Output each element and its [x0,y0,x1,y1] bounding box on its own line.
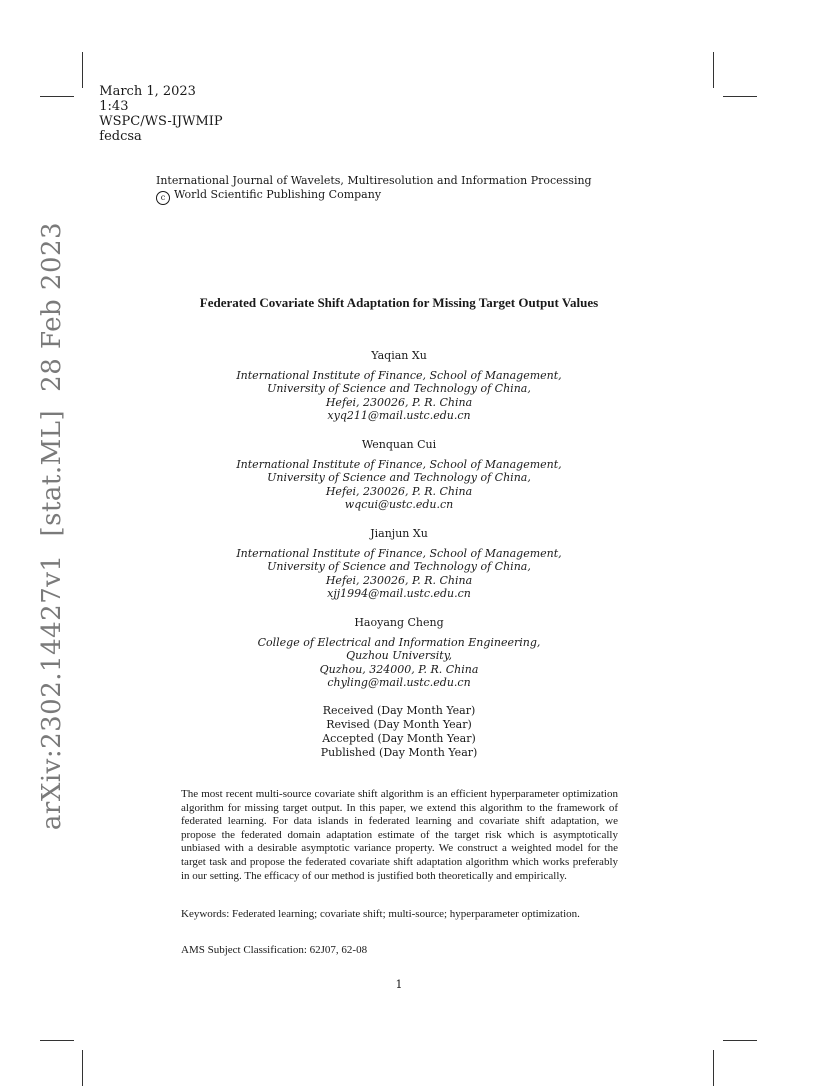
author-affiliation-line: Hefei, 230026, P. R. China [325,395,473,409]
author-name: Yaqian Xu [371,349,427,362]
publication-dates [0,704,798,760]
author-name: Jianjun Xu [370,527,428,540]
abstract: The most recent multi-source covariate shift algorithm is an efficient hyperparameter optimization algorithm for missing target output. In this paper, we extend this algorithm to the framework of federated learning. For data islands in federated learning and covariate shift adaptation, we propose the federated domain adaptation estimate of the target risk which is asymptotically unbiased with a desirable asymptotic variance property. We construct a weighted model for the target task and propose the federated covariate shift adaptation algorithm which works preferably in our setting. The efficacy of our method is justified both theoretically and empirically. [181,788,618,882]
ams-classification: AMS Subject Classification: 62J07, 62-08 [181,944,368,956]
arxiv-id: arXiv:2302.14427v1 [37,554,67,831]
journal-info [156,174,592,205]
author-name: Wenquan Cui [361,438,437,451]
journal-name: International Journal of Wavelets, Multiresolution and Information Processing [156,174,592,187]
running-head-date: March 1, 2023 [99,84,196,99]
running-head-time: 1:43 [99,99,129,114]
author-email: xjj1994@mail.ustc.edu.cn [327,587,471,601]
crop-mark [723,96,757,97]
author-affiliation-line: University of Science and Technology of China, [267,560,531,574]
journal-publisher-line [156,188,592,205]
date-received: Received (Day Month Year) [322,704,476,717]
running-head-file: fedcsa [99,129,142,144]
date-revised: Revised (Day Month Year) [326,718,472,731]
running-head-series: WSPC/WS-IJWMIP [99,114,223,129]
date-published: Published (Day Month Year) [320,746,478,759]
author-affiliation-line: University of Science and Technology of China, [267,382,531,396]
author-email: wqcui@ustc.edu.cn [344,498,454,512]
author-affiliation-line: College of Electrical and Information Engineering, [257,635,541,649]
paper-title: Federated Covariate Shift Adaptation for Missing Target Output Values [199,295,599,310]
author-affiliation-line: International Institute of Finance, School of Management, [236,546,562,560]
author-block [0,616,798,690]
crop-mark [40,1040,74,1041]
crop-mark [82,52,83,88]
author-affiliation-line: Quzhou, 324000, P. R. China [319,662,479,676]
copyright-icon: c [156,191,170,205]
journal-publisher: World Scientific Publishing Company [174,188,382,201]
author-block [0,438,798,512]
author-affiliation-line: International Institute of Finance, School of Management, [236,457,562,471]
author-email: xyq211@mail.ustc.edu.cn [327,409,471,423]
arxiv-category: [stat.ML] [37,409,67,537]
author-email: chyling@mail.ustc.edu.cn [327,676,471,690]
author-name: Haoyang Cheng [354,616,444,629]
crop-mark [713,1050,714,1086]
running-head [91,69,251,144]
page-number: 1 [395,978,403,991]
author-affiliation-line: Hefei, 230026, P. R. China [325,484,473,498]
arxiv-date: 28 Feb 2023 [37,221,67,392]
keywords: Keywords: Federated learning; covariate shift; multi-source; hyperparameter optimization. [181,908,580,920]
crop-mark [713,52,714,88]
author-block [0,349,798,423]
crop-mark [82,1050,83,1086]
crop-mark [723,1040,757,1041]
author-affiliation-line: International Institute of Finance, School of Management, [236,368,562,382]
author-block [0,527,798,601]
author-affiliation-line: University of Science and Technology of China, [267,471,531,485]
crop-mark [40,96,74,97]
date-accepted: Accepted (Day Month Year) [322,732,476,745]
author-affiliation-line: Hefei, 230026, P. R. China [325,573,473,587]
author-affiliation-line: Quzhou University, [346,649,452,663]
